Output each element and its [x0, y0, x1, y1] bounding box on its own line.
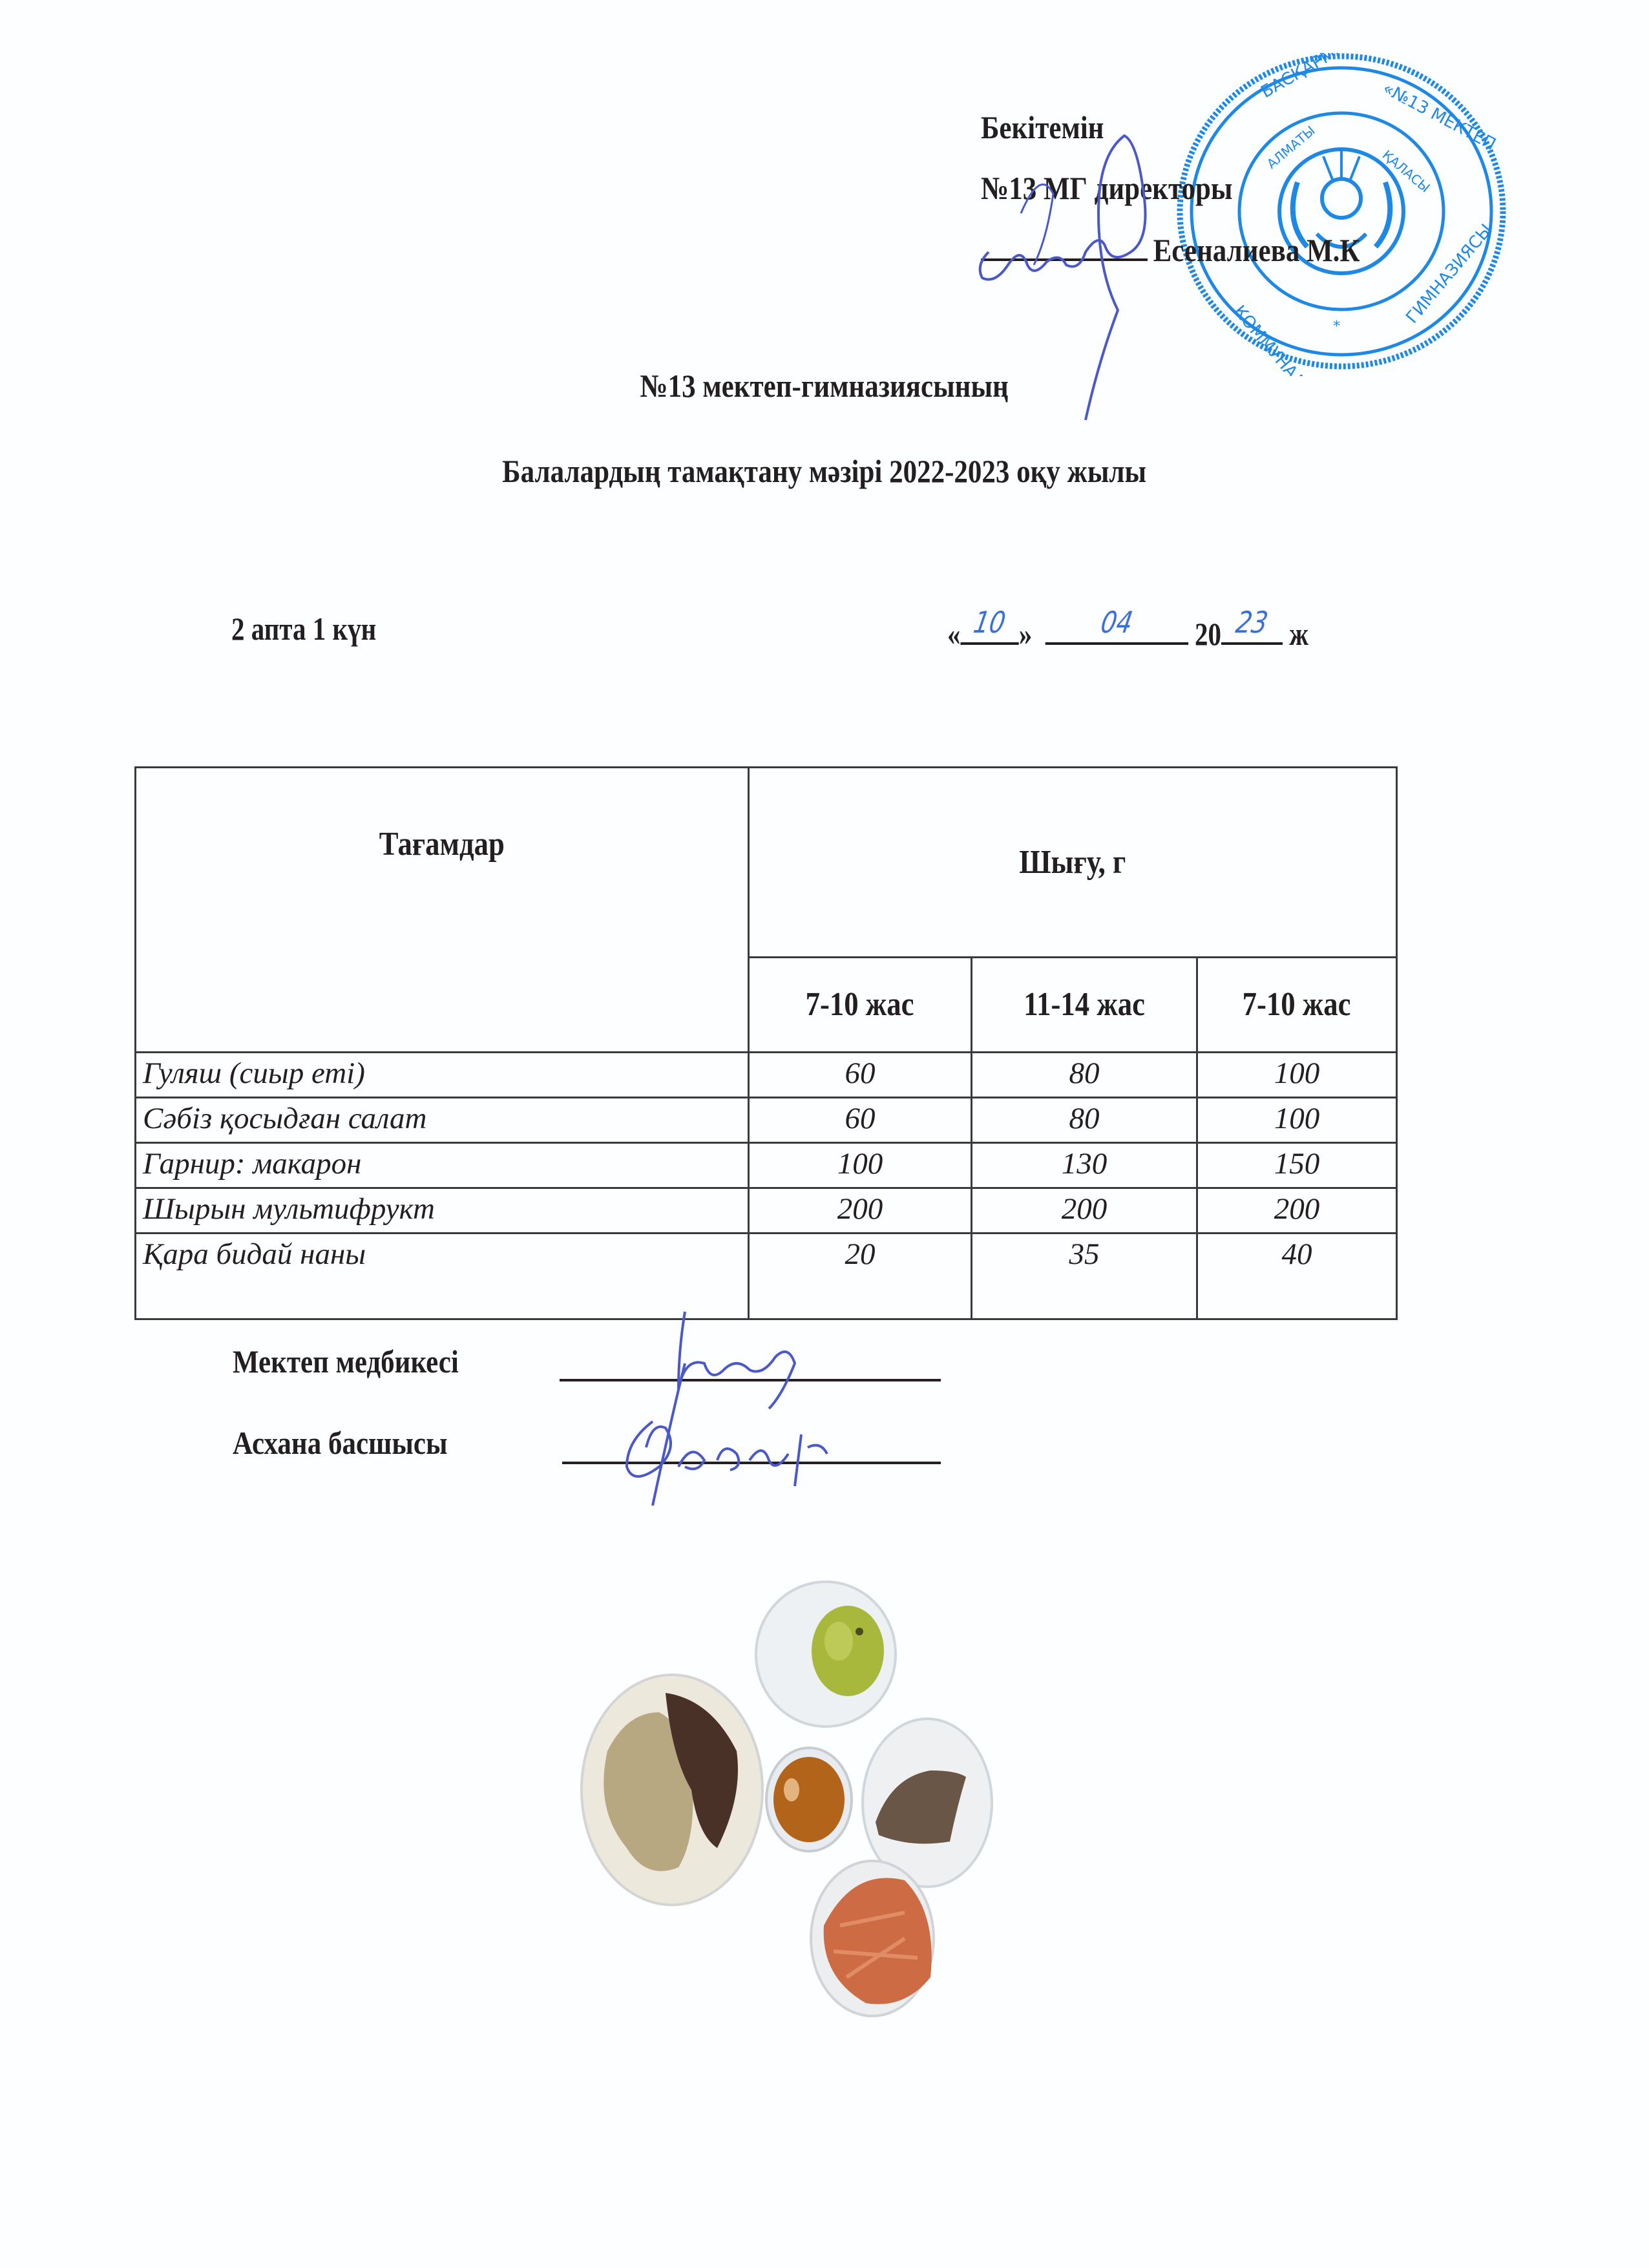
- dish-name: Сәбіз қосыдған салат: [136, 1098, 749, 1143]
- official-stamp-icon: [1168, 53, 1511, 376]
- yield-value: 80: [972, 1098, 1197, 1143]
- day-value: 10: [971, 605, 1009, 640]
- dish-name: Қара бидай наны: [136, 1234, 749, 1319]
- yield-value: 200: [972, 1188, 1197, 1234]
- yield-value: 20: [749, 1234, 972, 1319]
- dish-name: Гуляш (сиыр еті): [136, 1053, 749, 1098]
- yield-value: 200: [749, 1188, 972, 1234]
- header-age-3: 7-10 жас: [1197, 957, 1397, 1052]
- yield-value: 100: [1197, 1098, 1397, 1143]
- close-quote: »: [1018, 616, 1033, 652]
- table-row: [136, 1053, 1397, 1098]
- date-field: [947, 605, 1309, 653]
- header-age-2: 11-14 жас: [972, 957, 1197, 1052]
- yield-value: 80: [972, 1053, 1197, 1098]
- meal-photo: [569, 1564, 1034, 2029]
- month-value: 04: [1098, 605, 1135, 640]
- yield-value: 130: [972, 1143, 1197, 1188]
- yield-value: 60: [749, 1098, 972, 1143]
- yield-value: 150: [1197, 1143, 1397, 1188]
- table-row: [136, 1188, 1397, 1234]
- header-age-1: 7-10 жас: [749, 957, 972, 1052]
- svg-text:*: *: [1333, 319, 1340, 335]
- header-food: Тағамдар: [136, 768, 749, 1053]
- nurse-label: Мектеп медбикесі: [233, 1343, 459, 1380]
- canteen-head-label: Асхана басшысы: [233, 1425, 448, 1461]
- month-blank: [1045, 605, 1188, 645]
- director-name: Есеналиева М.К: [1153, 232, 1360, 268]
- yield-value: 60: [749, 1053, 972, 1098]
- table-row: [136, 1098, 1397, 1143]
- dish-name: Шырын мультифрукт: [136, 1188, 749, 1234]
- menu-title: Балалардың тамақтану мәзірі 2022-2023 оқу жылы: [502, 453, 1147, 489]
- year-prefix: 20: [1194, 616, 1221, 652]
- yield-value: 200: [1197, 1188, 1397, 1234]
- school-title: №13 мектеп-гимназиясының: [640, 368, 1009, 404]
- svg-text:«№13 МЕКТЕП: «№13 МЕКТЕП: [1379, 78, 1499, 155]
- canteen-head-signature-icon: [614, 1396, 859, 1518]
- year-unit: ж: [1289, 616, 1309, 652]
- table-row: [136, 1143, 1397, 1188]
- yield-value: 40: [1197, 1234, 1397, 1319]
- year-value: 23: [1233, 605, 1271, 640]
- svg-text:АЛМАТЫ: АЛМАТЫ: [1263, 122, 1318, 172]
- svg-text:ГИМНАЗИЯСЫ: ГИМНАЗИЯСЫ: [1402, 220, 1497, 328]
- svg-text:КОММУНАЛДЫҚ: КОММУНАЛДЫҚ: [1229, 302, 1335, 376]
- svg-text:ҚАЛАСЫ: ҚАЛАСЫ: [1379, 147, 1433, 196]
- week-day-label: 2 апта 1 күн: [231, 611, 377, 647]
- menu-table: [134, 766, 1398, 1320]
- yield-value: 100: [749, 1143, 972, 1188]
- open-quote: «: [947, 616, 961, 652]
- svg-text:БАСҚАРМАСЫНЫҢ: БАСҚАРМАСЫНЫҢ: [1257, 53, 1407, 103]
- approve-label: Бекітемін: [981, 109, 1104, 145]
- header-yield: Шығу, г: [749, 768, 1397, 958]
- year-blank: [1221, 605, 1283, 645]
- dish-name: Гарнир: макарон: [136, 1143, 749, 1188]
- yield-value: 35: [972, 1234, 1197, 1319]
- day-blank: [961, 605, 1019, 645]
- director-position: №13 МГ директоры: [981, 170, 1233, 206]
- yield-value: 100: [1197, 1053, 1397, 1098]
